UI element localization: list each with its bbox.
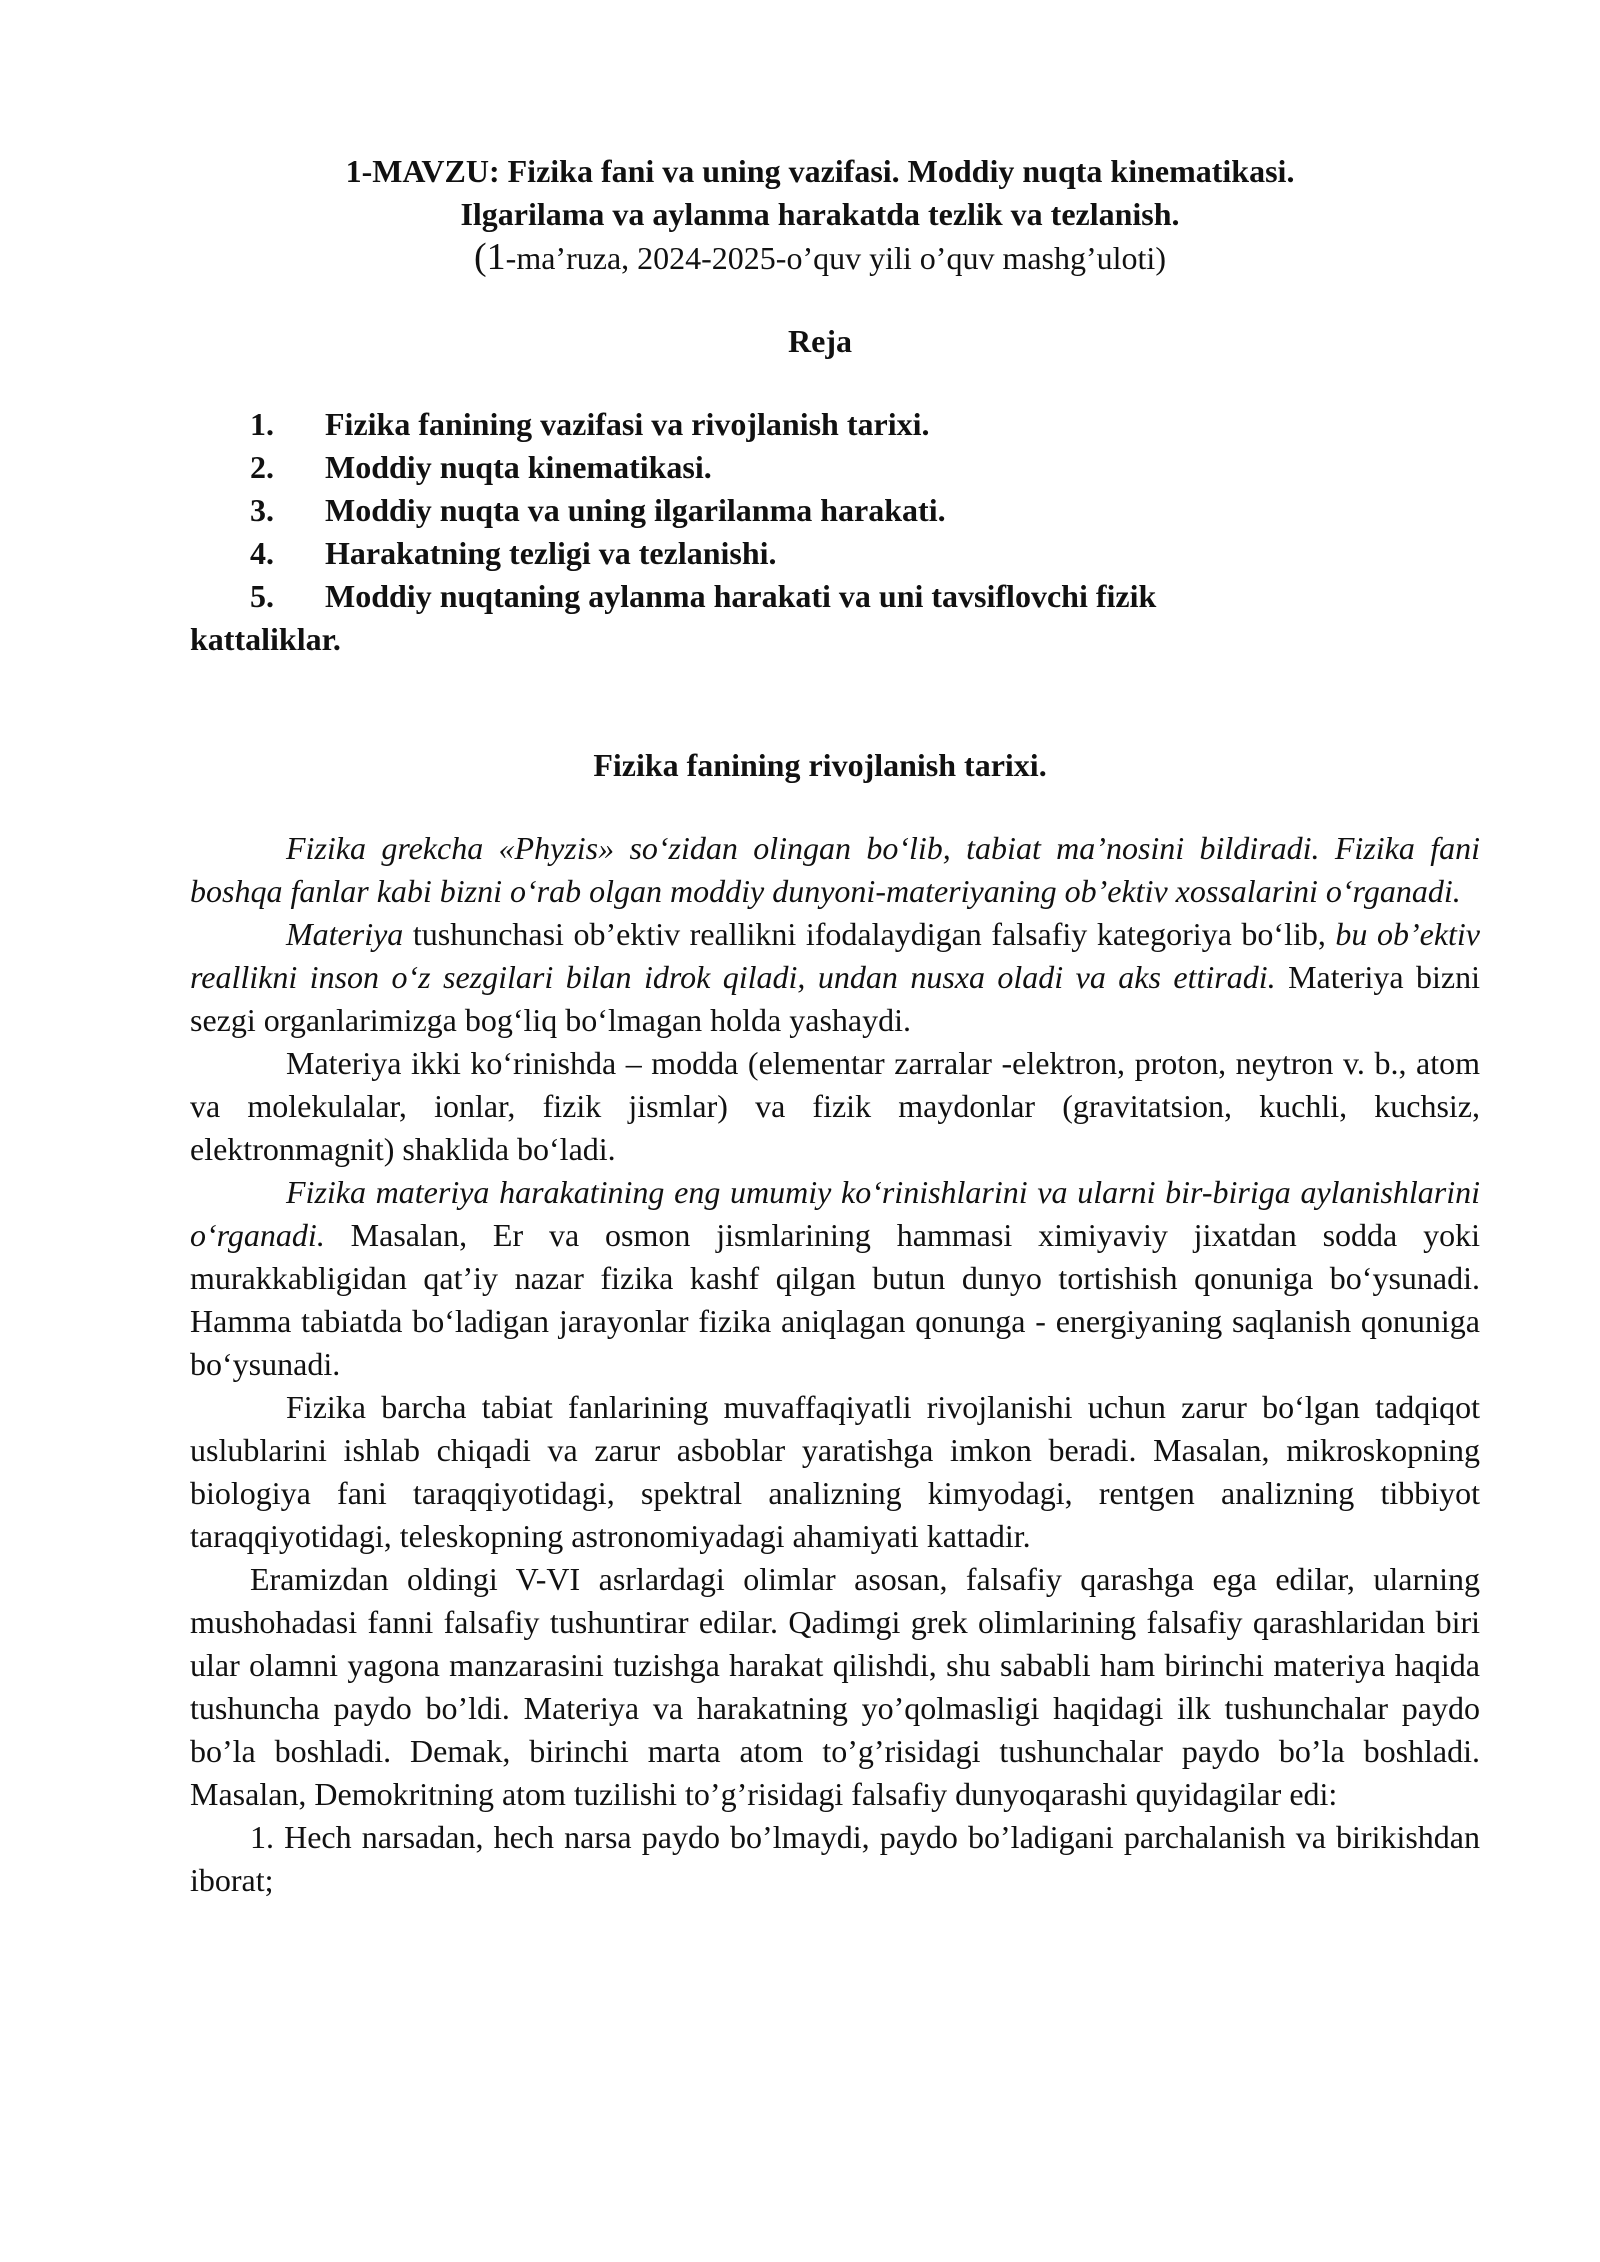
plan-item-continuation: kattaliklar.: [190, 621, 341, 657]
section-title: Fizika fanining rivojlanish tarixi.: [593, 747, 1047, 783]
plan-heading: Reja: [788, 323, 852, 359]
paragraph-text: Masalan, Er va osmon jismlarining hammasi ximiyaviy jixatdan sodda yoki murakkabligidan qat’iy nazar fizika kashf qilgan butun dunyo tortishish qonuniga bo‘ysunadi. Hamma tabiatda bo‘ladigan jarayonlar fizika aniqlagan qonunga - energiyaning saqlanish qonuniga bo‘ysunadi.: [190, 1217, 1480, 1382]
plan-item-number: 3.: [250, 492, 274, 528]
paragraph: [190, 827, 1480, 913]
paragraph: 1. Hech narsadan, hech narsa paydo bo’lmaydi, paydo bo’ladigani parchalanish va birikishdan iborat;: [190, 1819, 1480, 1898]
italic-text: Materiya: [286, 916, 404, 952]
plan-item-number: 2.: [250, 449, 274, 485]
subtitle-rest: -ma’ruza, 2024-2025-o’quv yili o’quv mashg’uloti): [505, 240, 1166, 276]
document-page: [190, 150, 1481, 1902]
subtitle-prefix: (1: [474, 236, 506, 278]
paragraph-text: Materiya bizni sezgi organlarimizga bog‘liq bo‘lmagan holda yashaydi.: [190, 959, 1481, 1038]
plan-item-text: Moddiy nuqta va uning ilgarilanma harakati.: [325, 492, 946, 528]
plan-item: [190, 532, 1470, 575]
plan-item-text: Moddiy nuqta kinematikasi.: [325, 449, 712, 485]
paragraph: [190, 913, 1480, 1042]
plan-item: [190, 489, 1470, 532]
plan-item: [190, 403, 1470, 446]
plan-item-text: Harakatning tezligi va tezlanishi.: [325, 535, 777, 571]
plan-list: [190, 403, 1470, 661]
document-title: [250, 150, 1390, 280]
document-body: [190, 827, 1481, 1902]
plan-item-number: 4.: [250, 535, 274, 571]
paragraph-text: tushunchasi ob’ektiv reallikni ifodalaydigan falsafiy kategoriya bo‘lib,: [403, 916, 1336, 952]
plan-item-number: 1.: [250, 406, 274, 442]
italic-text: bu ob’ektiv reallikni inson o‘z sezgilari bilan idrok qiladi, undan nusxa oladi va aks ettiradi.: [190, 916, 1480, 995]
italic-text: Fizika materiya harakatining eng umumiy ko‘rinishlarini va ularni bir-biriga aylanishlarini o‘rganadi.: [190, 1174, 1480, 1253]
title-line-1: 1-MAVZU: Fizika fani va uning vazifasi. Moddiy nuqta kinematikasi.: [345, 153, 1295, 189]
title-line-2: Ilgarilama va aylanma harakatda tezlik va tezlanish.: [460, 196, 1180, 232]
lecture-subtitle: [250, 236, 1390, 280]
plan-item: [190, 446, 1470, 489]
italic-text: Fizika grekcha «Phyzis» so‘zidan olingan bo‘lib, tabiat ma’nosini bildiradi. Fizika fani boshqa fanlar kabi bizni o‘rab olgan moddiy dunyoni-materiyaning ob’ektiv xossalarini o‘rganadi.: [190, 830, 1480, 909]
paragraph: Fizika barcha tabiat fanlarining muvaffaqiyatli rivojlanishi uchun zarur bo‘lgan tadqiqot uslublarini ishlab chiqadi va zarur asboblar yaratishga imkon beradi. Masalan, mikroskopning biologiya fani taraqqiyotidagi, spektral analizning kimyodagi, rentgen analizning tibbiyot taraqqiyotidagi, teleskopning astronomiyadagi ahamiyati kattadir.: [190, 1389, 1480, 1554]
paragraph: Materiya ikki ko‘rinishda – modda (elementar zarralar -elektron, proton, neytron v. b., atom va molekulalar, ionlar, fizik jismlar) va fizik maydonlar (gravitatsion, kuchli, kuchsiz, elektronmagnit) shaklida bo‘ladi.: [190, 1045, 1480, 1167]
plan-item-number: 5.: [250, 578, 274, 614]
plan-item-text: Fizika fanining vazifasi va rivojlanish tarixi.: [325, 406, 930, 442]
plan-item: [190, 575, 1470, 618]
paragraph: Eramizdan oldingi V-VI asrlardagi olimlar asosan, falsafiy qarashga ega edilar, ularning mushohadasi fanni falsafiy tushuntirar edilar. Qadimgi grek olimlarining falsafiy qarashlaridan biri ular olamni yagona manzarasini tuzishga harakat qilishdi, shu sababli ham birinchi materiya haqida tushuncha paydo bo’ldi. Materiya va harakatning yo’qolmasligi haqidagi ilk tushunchalar paydo bo’la boshladi. Demak, birinchi marta atom to’g’risidagi tushunchalar paydo bo’la boshladi. Masalan, Demokritning atom tuzilishi to’g’risidagi falsafiy dunyoqarashi quyidagilar edi:: [190, 1561, 1480, 1812]
paragraph: [190, 1171, 1480, 1386]
plan-item-text: Moddiy nuqtaning aylanma harakati va uni tavsiflovchi fizik: [325, 578, 1157, 614]
